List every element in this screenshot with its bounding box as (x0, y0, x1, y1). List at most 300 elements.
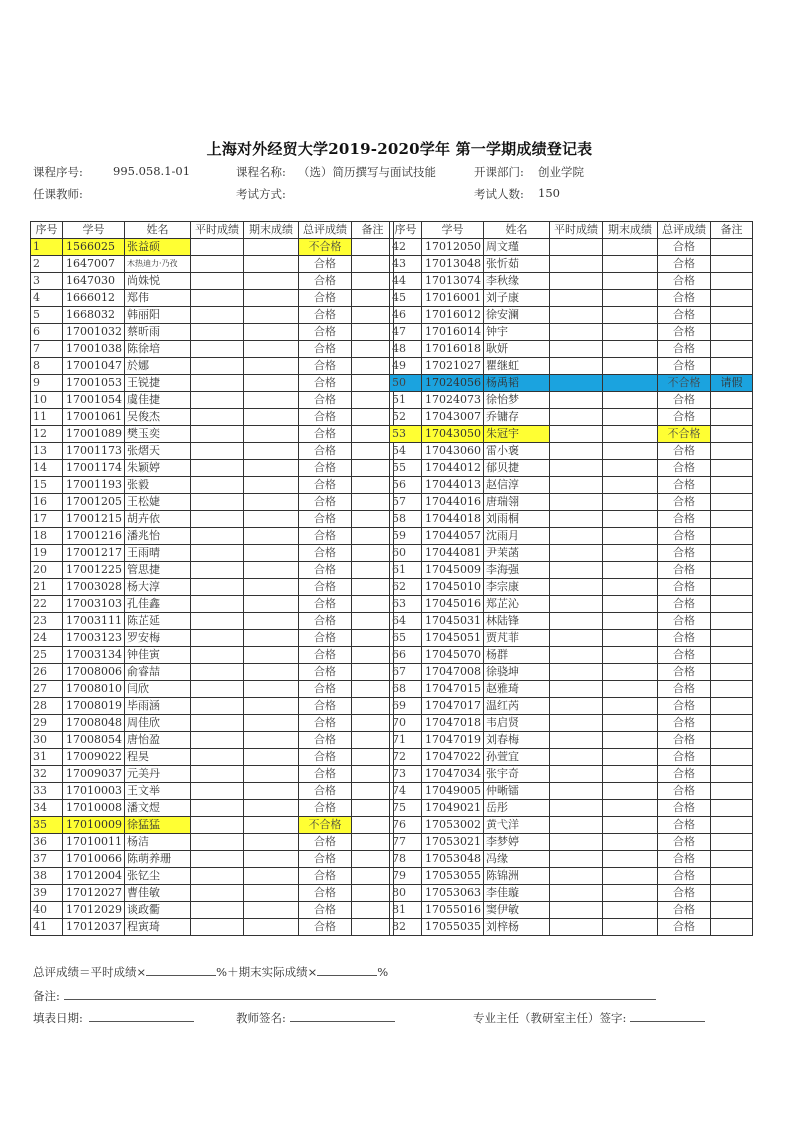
student-id-cell: 17047015 (422, 681, 484, 698)
note-cell (711, 562, 753, 579)
student-name-cell: 徐安澜 (484, 307, 550, 324)
final-score-cell (244, 800, 299, 817)
final-score-cell (603, 664, 658, 681)
regular-score-cell (550, 698, 603, 715)
final-score-cell (603, 749, 658, 766)
note-cell (711, 817, 753, 834)
table-row (31, 885, 394, 902)
total-grade-cell: 合格 (299, 698, 352, 715)
final-score-cell (244, 324, 299, 341)
course-no-value: 995.058.1-01 (113, 164, 191, 178)
regular-score-cell (191, 579, 244, 596)
student-name-cell: 韩丽阳 (125, 307, 191, 324)
note-cell (711, 681, 753, 698)
final-score-cell (244, 477, 299, 494)
student-id-cell: 17003111 (63, 613, 125, 630)
table-row (31, 783, 394, 800)
final-score-cell (244, 256, 299, 273)
total-grade-cell: 合格 (658, 545, 711, 562)
final-score-cell (603, 239, 658, 256)
note-cell (352, 766, 394, 783)
regular-score-cell (191, 851, 244, 868)
row-seq-cell: 45 (390, 290, 422, 307)
director-sign-blank[interactable] (630, 1010, 705, 1022)
regular-score-cell (191, 256, 244, 273)
total-grade-cell: 合格 (299, 375, 352, 392)
final-score-cell (603, 409, 658, 426)
final-score-cell (603, 494, 658, 511)
total-grade-cell: 合格 (299, 579, 352, 596)
table-row (31, 239, 394, 256)
table-row (31, 307, 394, 324)
table-row (31, 409, 394, 426)
fill-date-blank[interactable] (89, 1010, 194, 1022)
student-id-cell: 17053021 (422, 834, 484, 851)
student-name-cell: 韦启贤 (484, 715, 550, 732)
row-seq-cell: 20 (31, 562, 63, 579)
table-row (31, 902, 394, 919)
regular-score-cell (191, 783, 244, 800)
total-grade-cell: 合格 (299, 307, 352, 324)
note-cell (711, 545, 753, 562)
table-row (390, 375, 753, 392)
total-grade-cell: 合格 (658, 324, 711, 341)
total-grade-cell: 合格 (299, 885, 352, 902)
row-seq-cell: 30 (31, 732, 63, 749)
note-cell (352, 902, 394, 919)
total-grade-cell: 合格 (658, 307, 711, 324)
total-grade-cell: 不合格 (658, 426, 711, 443)
student-name-cell: 尚姝悦 (125, 273, 191, 290)
student-name-cell: 唐瑞翎 (484, 494, 550, 511)
student-id-cell: 17008019 (63, 698, 125, 715)
final-score-cell (244, 443, 299, 460)
exam-count-value: 150 (538, 186, 560, 200)
row-seq-cell: 11 (31, 409, 63, 426)
note-cell (352, 783, 394, 800)
student-id-cell: 17009037 (63, 766, 125, 783)
row-seq-cell: 24 (31, 630, 63, 647)
student-name-cell: 李海强 (484, 562, 550, 579)
final-score-cell (603, 460, 658, 477)
table-row (390, 834, 753, 851)
note-cell (711, 579, 753, 596)
table-row (390, 698, 753, 715)
row-seq-cell: 58 (390, 511, 422, 528)
student-id-cell: 1566025 (63, 239, 125, 256)
table-row (390, 545, 753, 562)
note-cell (352, 375, 394, 392)
note-cell (352, 579, 394, 596)
row-seq-cell: 41 (31, 919, 63, 936)
note-cell (352, 698, 394, 715)
row-seq-cell: 28 (31, 698, 63, 715)
exam-count-label: 考试人数: (474, 187, 524, 201)
regular-score-cell (550, 273, 603, 290)
table-row (31, 562, 394, 579)
regular-score-cell (191, 341, 244, 358)
row-seq-cell: 14 (31, 460, 63, 477)
final-score-cell (603, 545, 658, 562)
regular-score-cell (191, 460, 244, 477)
regular-score-cell (550, 290, 603, 307)
student-name-cell: 郑芷沁 (484, 596, 550, 613)
row-seq-cell: 61 (390, 562, 422, 579)
total-grade-cell: 合格 (658, 494, 711, 511)
table-row (390, 868, 753, 885)
note-cell (711, 392, 753, 409)
final-score-cell (244, 766, 299, 783)
student-id-cell: 17043060 (422, 443, 484, 460)
final-score-cell (603, 579, 658, 596)
total-grade-cell: 合格 (299, 256, 352, 273)
student-name-cell: 徐猛猛 (125, 817, 191, 834)
row-seq-cell: 62 (390, 579, 422, 596)
regular-score-cell (550, 460, 603, 477)
total-grade-cell: 合格 (658, 783, 711, 800)
student-id-cell: 17010066 (63, 851, 125, 868)
regular-score-cell (550, 443, 603, 460)
student-name-cell: 杨禹韬 (484, 375, 550, 392)
table-row (390, 732, 753, 749)
student-name-cell: 唐怡盈 (125, 732, 191, 749)
total-grade-cell: 合格 (299, 868, 352, 885)
final-score-cell (244, 919, 299, 936)
final-score-cell (603, 919, 658, 936)
table-row (390, 596, 753, 613)
student-name-cell: 俞睿喆 (125, 664, 191, 681)
final-score-cell (603, 358, 658, 375)
note-cell (711, 919, 753, 936)
final-score-cell (244, 358, 299, 375)
student-id-cell: 17053055 (422, 868, 484, 885)
table-row (31, 800, 394, 817)
row-seq-cell: 17 (31, 511, 63, 528)
table-row (390, 783, 753, 800)
student-id-cell: 17045016 (422, 596, 484, 613)
note-cell (352, 392, 394, 409)
final-score-cell (244, 409, 299, 426)
row-seq-cell: 10 (31, 392, 63, 409)
total-grade-cell: 合格 (299, 477, 352, 494)
student-id-cell: 17003103 (63, 596, 125, 613)
table-row (390, 579, 753, 596)
row-seq-cell: 9 (31, 375, 63, 392)
regular-score-cell (191, 630, 244, 647)
regular-score-cell (550, 545, 603, 562)
student-id-cell: 17001174 (63, 460, 125, 477)
total-grade-cell: 合格 (299, 426, 352, 443)
regular-score-cell (550, 426, 603, 443)
student-name-cell: 郁贝捷 (484, 460, 550, 477)
row-seq-cell: 54 (390, 443, 422, 460)
regular-score-cell (550, 579, 603, 596)
student-name-cell: 潘兆怡 (125, 528, 191, 545)
table-row (390, 664, 753, 681)
row-seq-cell: 48 (390, 341, 422, 358)
regular-score-cell (191, 375, 244, 392)
final-score-cell (603, 290, 658, 307)
student-name-cell: 陈萌养珊 (125, 851, 191, 868)
regular-score-cell (191, 919, 244, 936)
student-id-cell: 17045051 (422, 630, 484, 647)
final-score-cell (603, 307, 658, 324)
note-cell (352, 511, 394, 528)
regular-score-cell (191, 834, 244, 851)
regular-score-cell (191, 885, 244, 902)
total-grade-cell: 合格 (658, 358, 711, 375)
note-cell (352, 749, 394, 766)
total-grade-cell: 不合格 (299, 817, 352, 834)
final-score-cell (603, 851, 658, 868)
student-name-cell: 张熠天 (125, 443, 191, 460)
note-cell (352, 358, 394, 375)
regular-score-cell (550, 783, 603, 800)
note-cell (711, 698, 753, 715)
total-grade-cell: 合格 (658, 868, 711, 885)
final-score-cell (603, 375, 658, 392)
final-score-cell (244, 307, 299, 324)
final-score-cell (244, 562, 299, 579)
formula-suffix: % (377, 965, 389, 979)
regular-score-cell (191, 596, 244, 613)
student-name-cell: 钟宇 (484, 324, 550, 341)
table-row (31, 698, 394, 715)
total-grade-cell: 合格 (658, 749, 711, 766)
regular-score-cell (550, 494, 603, 511)
table-row (31, 817, 394, 834)
table-row (31, 868, 394, 885)
student-name-cell: 黄弋洋 (484, 817, 550, 834)
regular-score-cell (191, 307, 244, 324)
regular-score-cell (550, 715, 603, 732)
table-row (31, 851, 394, 868)
final-score-cell (244, 698, 299, 715)
note-cell (352, 426, 394, 443)
note-cell (711, 613, 753, 630)
final-score-cell (603, 273, 658, 290)
student-id-cell: 1668032 (63, 307, 125, 324)
regular-score-cell (550, 919, 603, 936)
row-seq-cell: 46 (390, 307, 422, 324)
student-id-cell: 17016012 (422, 307, 484, 324)
table-row (390, 715, 753, 732)
course-name-value: （选）简历撰写与面试技能 (298, 165, 436, 179)
student-name-cell: 徐怡梦 (484, 392, 550, 409)
student-name-cell: 林陆锋 (484, 613, 550, 630)
total-grade-cell: 合格 (658, 630, 711, 647)
regular-score-cell (550, 902, 603, 919)
student-name-cell: 陈芷延 (125, 613, 191, 630)
col-header-name: 姓名 (125, 222, 191, 239)
table-row (390, 902, 753, 919)
row-seq-cell: 82 (390, 919, 422, 936)
table-row (390, 324, 753, 341)
col-header-note: 备注 (711, 222, 753, 239)
remarks-line (33, 988, 656, 1004)
total-grade-cell: 合格 (658, 392, 711, 409)
student-id-cell: 17003028 (63, 579, 125, 596)
total-grade-cell: 合格 (658, 698, 711, 715)
final-score-cell (603, 715, 658, 732)
student-name-cell: 冯缘 (484, 851, 550, 868)
student-id-cell: 1666012 (63, 290, 125, 307)
table-row (390, 239, 753, 256)
note-cell (711, 443, 753, 460)
note-cell (711, 800, 753, 817)
student-id-cell: 17055035 (422, 919, 484, 936)
table-header-row (390, 222, 753, 239)
final-score-cell (603, 596, 658, 613)
final-score-cell (244, 341, 299, 358)
regular-score-cell (550, 392, 603, 409)
final-score-cell (603, 324, 658, 341)
student-id-cell: 17001205 (63, 494, 125, 511)
regular-score-cell (191, 681, 244, 698)
note-cell (352, 239, 394, 256)
note-cell (352, 800, 394, 817)
note-cell (352, 732, 394, 749)
exam-method-label: 考试方式: (236, 187, 286, 201)
student-name-cell: 潘文煜 (125, 800, 191, 817)
student-name-cell: 刘雨桐 (484, 511, 550, 528)
student-name-cell: 郑伟 (125, 290, 191, 307)
regular-weight-blank[interactable] (146, 964, 216, 976)
final-score-cell (603, 800, 658, 817)
final-weight-blank[interactable] (317, 964, 377, 976)
student-name-cell: 罗安梅 (125, 630, 191, 647)
table-row (390, 630, 753, 647)
student-id-cell: 17001032 (63, 324, 125, 341)
final-score-cell (603, 443, 658, 460)
row-seq-cell: 60 (390, 545, 422, 562)
student-name-cell: 李秋缘 (484, 273, 550, 290)
total-grade-cell: 合格 (658, 664, 711, 681)
teacher-sign-blank[interactable] (290, 1010, 395, 1022)
final-score-cell (244, 460, 299, 477)
student-name-cell: 朱颖婷 (125, 460, 191, 477)
note-cell (711, 426, 753, 443)
row-seq-cell: 18 (31, 528, 63, 545)
student-id-cell: 17053002 (422, 817, 484, 834)
row-seq-cell: 1 (31, 239, 63, 256)
total-grade-cell: 合格 (658, 732, 711, 749)
row-seq-cell: 78 (390, 851, 422, 868)
table-row (390, 494, 753, 511)
note-cell (352, 460, 394, 477)
row-seq-cell: 33 (31, 783, 63, 800)
note-cell (711, 715, 753, 732)
regular-score-cell (550, 307, 603, 324)
total-grade-cell: 合格 (299, 341, 352, 358)
student-id-cell: 17012029 (63, 902, 125, 919)
total-grade-cell: 合格 (299, 834, 352, 851)
row-seq-cell: 73 (390, 766, 422, 783)
final-score-cell (244, 528, 299, 545)
student-id-cell: 17047018 (422, 715, 484, 732)
teacher-sign-label: 教师签名: (236, 1011, 286, 1025)
total-grade-cell: 合格 (658, 409, 711, 426)
row-seq-cell: 8 (31, 358, 63, 375)
row-seq-cell: 74 (390, 783, 422, 800)
row-seq-cell: 50 (390, 375, 422, 392)
table-row (31, 834, 394, 851)
note-cell (711, 358, 753, 375)
note-cell (352, 545, 394, 562)
course-no-label: 课程序号: (33, 165, 83, 179)
row-seq-cell: 52 (390, 409, 422, 426)
table-row (390, 409, 753, 426)
note-cell (711, 647, 753, 664)
table-row (31, 290, 394, 307)
col-header-final: 期末成绩 (603, 222, 658, 239)
student-id-cell: 17003134 (63, 647, 125, 664)
note-cell (352, 324, 394, 341)
row-seq-cell: 81 (390, 902, 422, 919)
final-score-cell (244, 273, 299, 290)
final-score-cell (244, 239, 299, 256)
row-seq-cell: 26 (31, 664, 63, 681)
table-row (31, 596, 394, 613)
student-name-cell: 张毅 (125, 477, 191, 494)
total-grade-cell: 合格 (299, 647, 352, 664)
student-id-cell: 17047022 (422, 749, 484, 766)
final-score-cell (244, 511, 299, 528)
regular-score-cell (550, 732, 603, 749)
final-score-cell (603, 562, 658, 579)
note-cell (352, 647, 394, 664)
student-id-cell: 17012037 (63, 919, 125, 936)
course-name-label: 课程名称: (236, 165, 286, 179)
student-name-cell: 胡卉依 (125, 511, 191, 528)
table-row (31, 664, 394, 681)
note-cell (711, 477, 753, 494)
total-grade-cell: 合格 (299, 409, 352, 426)
student-name-cell: 元美丹 (125, 766, 191, 783)
note-cell (352, 256, 394, 273)
student-id-cell: 17024056 (422, 375, 484, 392)
regular-score-cell (191, 562, 244, 579)
student-name-cell: 张益硕 (125, 239, 191, 256)
note-cell (711, 290, 753, 307)
student-id-cell: 17021027 (422, 358, 484, 375)
final-score-cell (603, 766, 658, 783)
total-grade-cell: 合格 (658, 715, 711, 732)
note-cell (711, 749, 753, 766)
page-title: 上海对外经贸大学2019-2020学年 第一学期成绩登记表 (206, 140, 593, 158)
formula-mid: %＋期末实际成绩× (216, 965, 318, 979)
row-seq-cell: 66 (390, 647, 422, 664)
student-name-cell: 周佳欣 (125, 715, 191, 732)
table-row (31, 358, 394, 375)
final-score-cell (603, 647, 658, 664)
student-name-cell: 岳彤 (484, 800, 550, 817)
total-grade-cell: 合格 (299, 324, 352, 341)
regular-score-cell (550, 800, 603, 817)
regular-score-cell (550, 596, 603, 613)
note-cell (352, 494, 394, 511)
row-seq-cell: 39 (31, 885, 63, 902)
regular-score-cell (550, 885, 603, 902)
total-grade-cell: 合格 (658, 256, 711, 273)
final-score-cell (603, 783, 658, 800)
student-id-cell: 17001089 (63, 426, 125, 443)
row-seq-cell: 57 (390, 494, 422, 511)
grade-table-left (30, 221, 394, 936)
student-name-cell: 蔡昕雨 (125, 324, 191, 341)
remarks-blank[interactable] (64, 988, 656, 1000)
note-cell (711, 851, 753, 868)
